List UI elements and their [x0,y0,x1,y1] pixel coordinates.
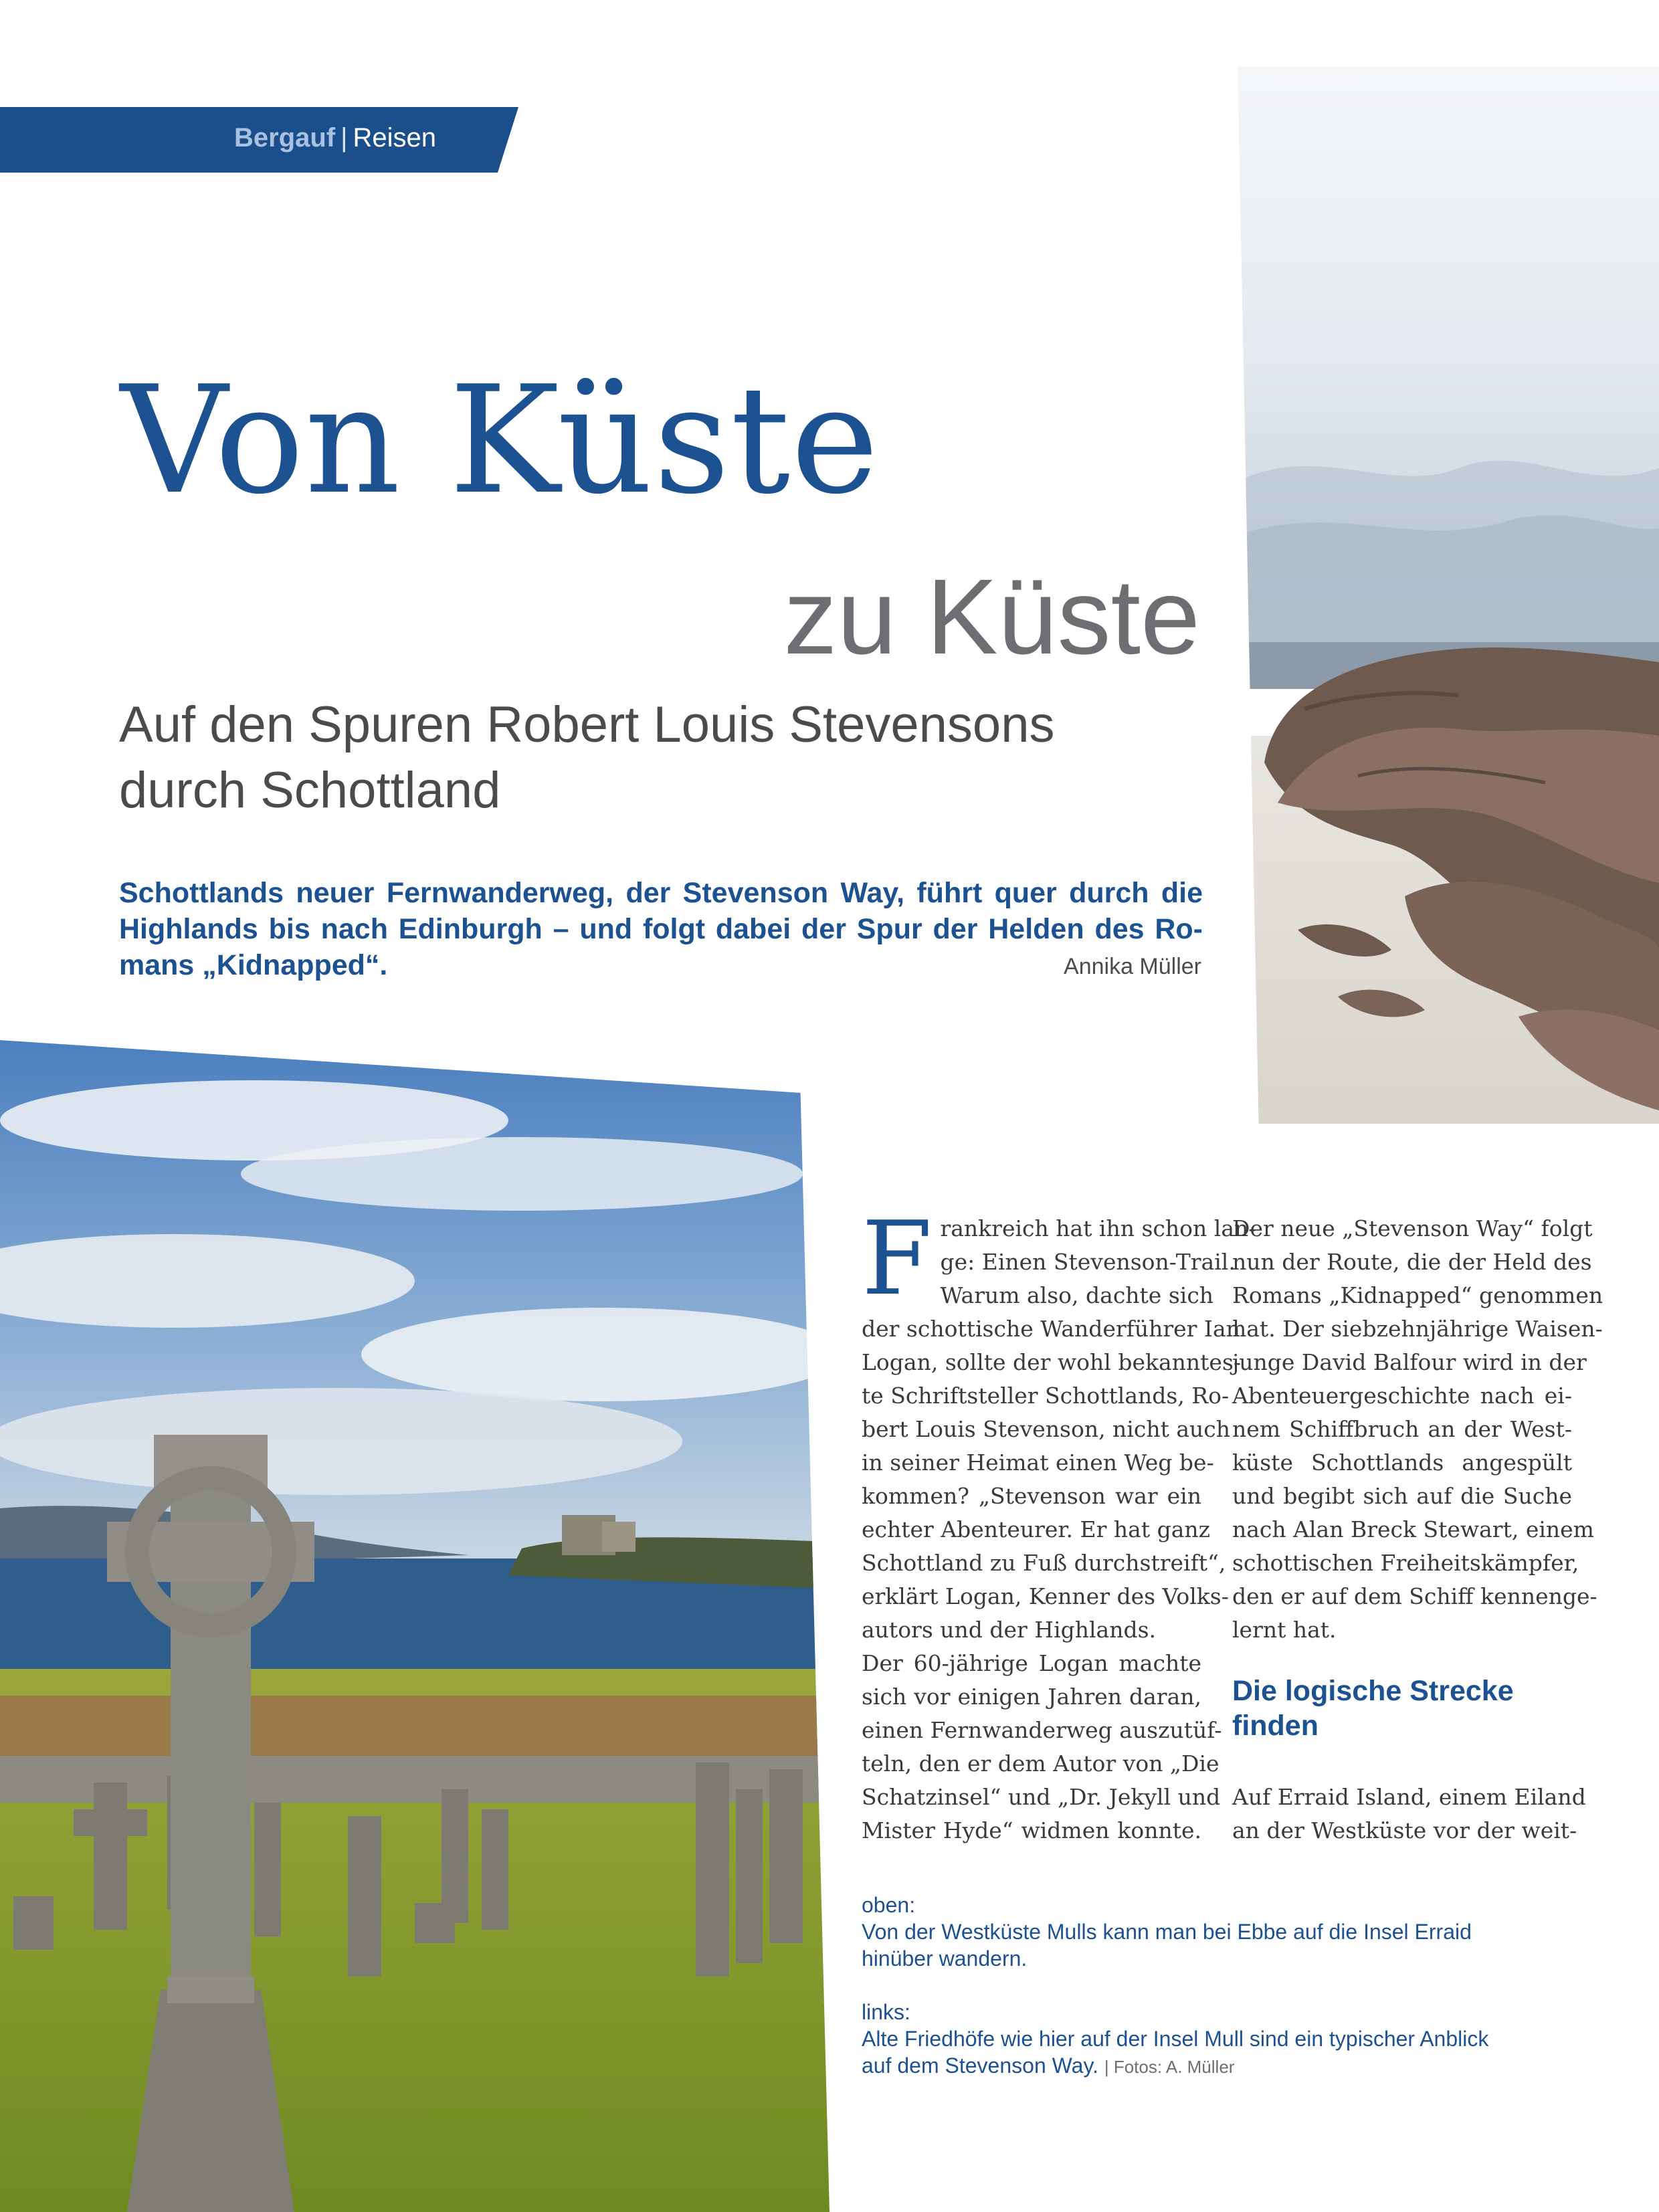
section-label [234,123,436,153]
caption-top-photo [862,1892,1597,1972]
body-line: echter Abenteurer. Er hat ganz [862,1516,1211,1542]
subheading-line: Die logische Strecke [1232,1675,1514,1707]
body-line: Der 60-jährige Logan machte [862,1650,1201,1676]
caption-text: Von der Westküste Mulls kann man bei Ebbe auf die Insel Erraid [862,1920,1472,1944]
article-subtitle [119,692,1223,823]
body-line: küste Schottlands angespült [1232,1449,1572,1476]
body-line: den er auf dem Schiff kennenge- [1232,1583,1597,1609]
caption-text [862,2052,1597,2080]
caption-text-end: auf dem Stevenson Way. [862,2053,1098,2078]
body-line: te Schriftsteller Schottlands, Ro- [862,1383,1230,1409]
section-subheading [1232,1674,1580,1743]
section-name: Bergauf [234,123,336,153]
caption-label: oben: [862,1893,916,1917]
body-line: schottischen Freiheitskämpfer, [1232,1550,1579,1576]
caption-text: hinüber wandern. [862,1946,1028,1971]
subtitle-line: durch Schottland [119,762,501,819]
body-column-1 [862,1199,1256,1847]
lead-line: Schottlands neuer Fernwanderweg, der Stevenson Way, führt quer durch die [119,877,1203,909]
lead-line: Highlands bis nach Edinburgh – und folgt dabei der Spur der Helden des Ro- [119,913,1203,945]
body-line: autors und der Highlands. [862,1617,1157,1643]
subtitle-line: Auf den Spuren Robert Louis Stevensons [119,696,1055,753]
body-line: Mister Hyde“ widmen konnte. [862,1817,1201,1843]
subheading-line: finden [1232,1710,1319,1742]
article-title-sub: zu Küste [783,557,1200,676]
section-separator: | [340,123,348,153]
body-line: nun der Route, die der Held des [1232,1249,1592,1275]
section-category: Reisen [353,123,437,153]
body-line: Schottland zu Fuß durchstreift“, [862,1550,1226,1576]
body-line: sich vor einigen Jahren daran, [862,1684,1201,1710]
body-line: teln, den er dem Autor von „Die [862,1750,1219,1777]
caption-left-photo [862,1999,1597,2080]
body-line: junge David Balfour wird in der [1232,1349,1587,1375]
body-line: und begibt sich auf die Suche [1232,1483,1572,1509]
body-line: Auf Erraid Island, einem Eiland [1232,1784,1586,1810]
body-line: kommen? „Stevenson war ein [862,1483,1201,1509]
photo-rocky-coast [1238,67,1659,1124]
body-line: Warum also, dachte sich [940,1282,1214,1308]
article-title: Von Küste [120,355,880,527]
body-line: hat. Der siebzehnjährige Waisen- [1232,1316,1603,1342]
body-line: in seiner Heimat einen Weg be- [862,1449,1214,1476]
body-line: lernt hat. [1232,1617,1337,1643]
body-line: Romans „Kidnapped“ genommen [1232,1282,1603,1308]
lead-line: mans „Kidnapped“. [119,949,388,981]
body-column-2 [1232,1212,1603,1647]
body-line: nach Alan Breck Stewart, einem [1232,1516,1594,1542]
photo-cemetery-cross [0,1040,830,2212]
photo-credit: | Fotos: A. Müller [1104,2057,1235,2077]
body-line: rankreich hat ihn schon lan- [940,1215,1256,1241]
body-line: der schottische Wanderführer Ian [862,1316,1240,1342]
body-line: Logan, sollte der wohl bekanntes- [862,1349,1242,1375]
author-name: Annika Müller [1064,954,1201,979]
body-line: bert Louis Stevenson, nicht auch [862,1416,1231,1442]
caption-label: links: [862,2000,910,2024]
body-line: Schatzinsel“ und „Dr. Jekyll und [862,1784,1221,1810]
body-line: nem Schiffbruch an der West- [1232,1416,1572,1442]
body-column-2-continued [1232,1781,1586,1847]
body-line: erklärt Logan, Kenner des Volks- [862,1583,1229,1609]
caption-text: Alte Friedhöfe wie hier auf der Insel Mull sind ein typischer Anblick [862,2027,1489,2051]
body-line: an der Westküste vor der weit- [1232,1817,1577,1843]
body-line: Abenteuergeschichte nach ei- [1232,1383,1572,1409]
body-line: einen Fernwanderweg auszutüf- [862,1717,1222,1743]
drop-cap: F [862,1199,933,1318]
body-line: Der neue „Stevenson Way“ folgt [1232,1215,1593,1241]
body-line: ge: Einen Stevenson-Trail. [940,1249,1236,1275]
